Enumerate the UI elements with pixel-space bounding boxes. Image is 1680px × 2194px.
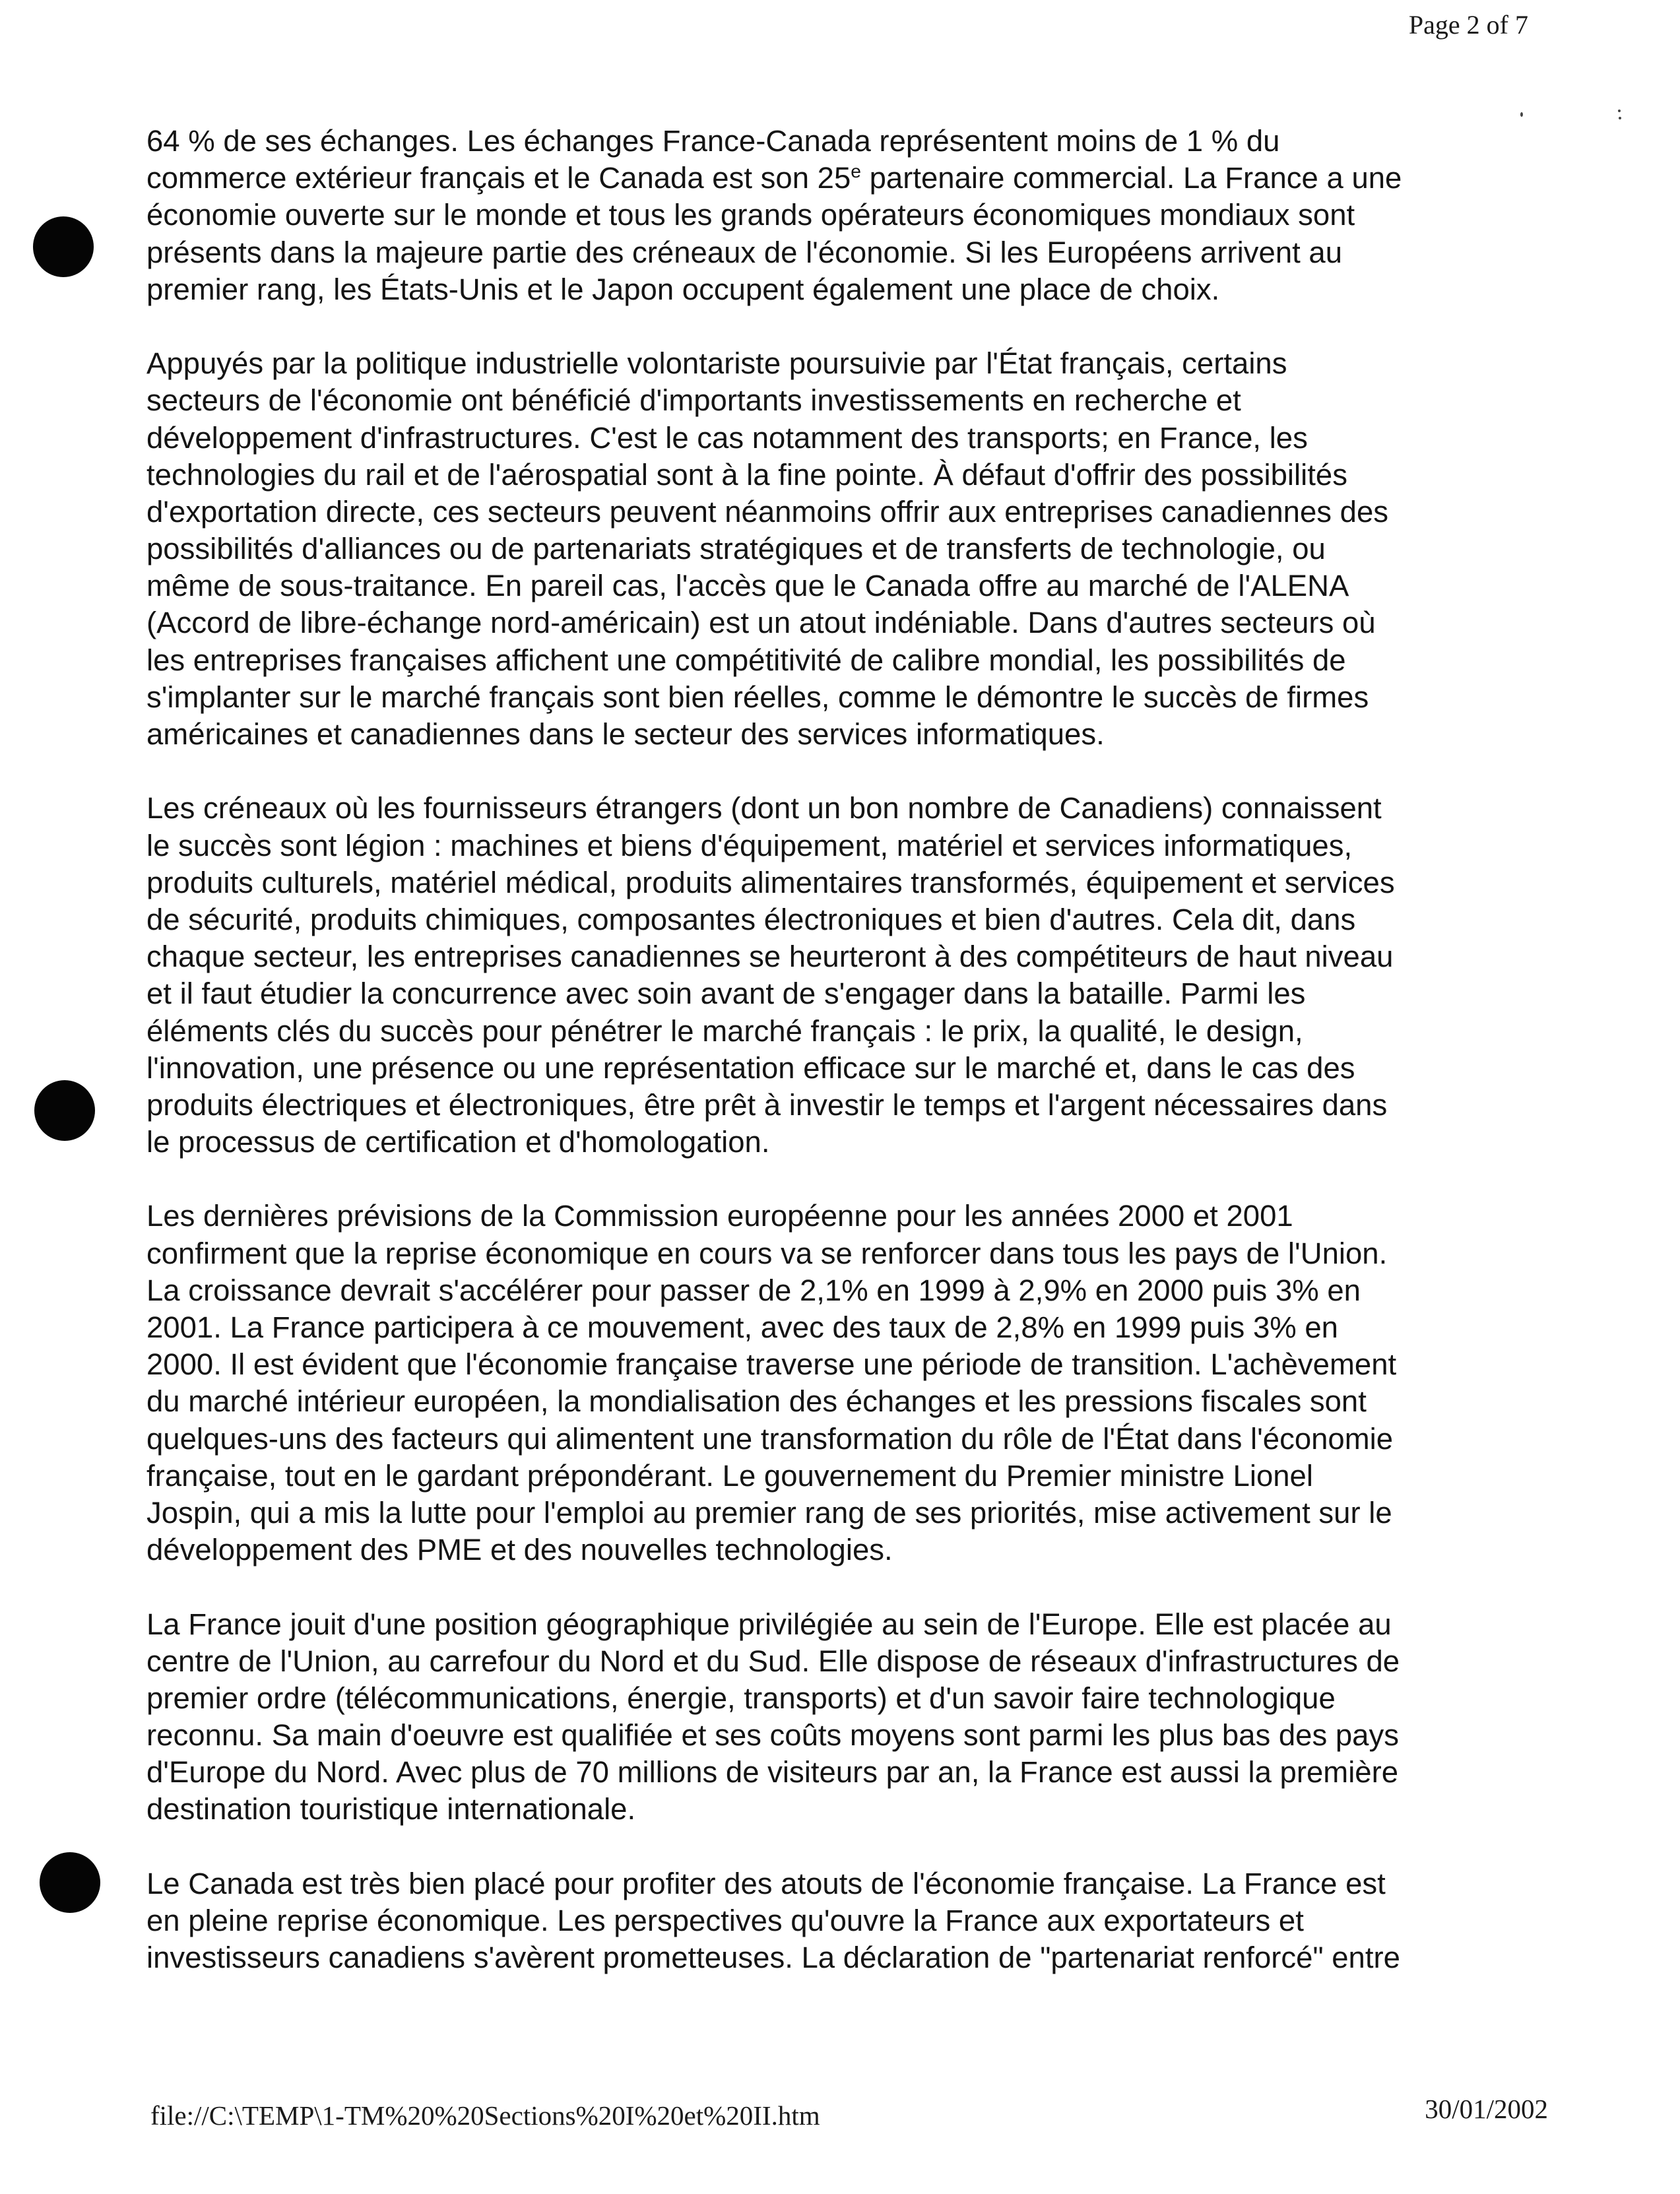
text-line: d'exportation directe, ces secteurs peuvent néanmoins offrir aux entreprises canadiennes des (146, 494, 1389, 529)
text-line: quelques-uns des facteurs qui alimentent une transformation du rôle de l'État dans l'économie (146, 1421, 1394, 1456)
paragraph (146, 123, 1545, 308)
text-line: Jospin, qui a mis la lutte pour l'emploi au premier rang de ses priorités, mise activement sur le (146, 1495, 1392, 1530)
text-line: d'Europe du Nord. Avec plus de 70 millions de visiteurs par an, la France est aussi la première (146, 1755, 1399, 1790)
text-line: La croissance devrait s'accélérer pour passer de 2,1% en 1999 à 2,9% en 2000 puis 3% en (146, 1273, 1361, 1307)
text-line: secteurs de l'économie ont bénéficié d'importants investissements en recherche et (146, 383, 1241, 418)
paragraph (146, 1606, 1545, 1828)
text-line: et il faut étudier la concurrence avec soin avant de s'engager dans la bataille. Parmi les (146, 977, 1306, 1011)
text-line: du marché intérieur européen, la mondialisation des échanges et les pressions fiscales sont (146, 1384, 1367, 1419)
text-line: 64 % de ses échanges. Les échanges France-Canada représentent moins de 1 % du (146, 124, 1280, 158)
punch-hole-middle (34, 1080, 95, 1141)
punch-hole-bottom (40, 1852, 100, 1913)
text-line: La France jouit d'une position géographique privilégiée au sein de l'Europe. Elle est placée au (146, 1607, 1392, 1641)
footer-date: 30/01/2002 (1425, 2094, 1548, 2124)
text-line: le processus de certification et d'homologation. (146, 1125, 770, 1159)
text-line: présents dans la majeure partie des créneaux de l'économie. Si les Européens arrivent au (146, 235, 1343, 269)
text-line: possibilités d'alliances ou de partenariats stratégiques et de transferts de technologie, ou (146, 532, 1326, 566)
text-line: reconnu. Sa main d'oeuvre est qualifiée et ses coûts moyens sont parmi les plus bas des pays (146, 1718, 1399, 1753)
text-line (146, 160, 1545, 197)
paragraph-gap (146, 1161, 1545, 1198)
text-line: s'implanter sur le marché français sont bien réelles, comme le démontre le succès de firmes (146, 680, 1369, 714)
text-line: développement d'infrastructures. C'est le cas notamment des transports; en France, les (146, 420, 1308, 455)
scan-speck (1618, 110, 1621, 112)
text-line: premier rang, les États-Unis et le Japon occupent également une place de choix. (146, 272, 1220, 306)
text-line: 2000. Il est évident que l'économie française traverse une période de transition. L'achèvement (146, 1347, 1397, 1382)
text-line: confirment que la reprise économique en cours va se renforcer dans tous les pays de l'Union. (146, 1236, 1388, 1270)
text-line: 2001. La France participera à ce mouvement, avec des taux de 2,8% en 1999 puis 3% en (146, 1310, 1338, 1344)
text-line: destination touristique internationale. (146, 1792, 636, 1826)
paragraph (146, 790, 1545, 1161)
text-line: investisseurs canadiens s'avèrent prometteuses. La déclaration de "partenariat renforcé" entre (146, 1941, 1400, 1975)
text-line: premier ordre (télécommunications, énergie, transports) et d'un savoir faire technologique (146, 1681, 1336, 1715)
text-line: Les dernières prévisions de la Commission européenne pour les années 2000 et 2001 (146, 1199, 1293, 1233)
text-line: Appuyés par la politique industrielle volontariste poursuivie par l'État français, certains (146, 346, 1287, 381)
paragraph (146, 345, 1545, 753)
text-line: les entreprises françaises affichent une compétitivité de calibre mondial, les possibilités de (146, 643, 1346, 677)
paragraph (146, 1198, 1545, 1568)
text-line: Le Canada est très bien placé pour profiter des atouts de l'économie française. La France est (146, 1866, 1386, 1900)
paragraph-gap (146, 753, 1545, 790)
footer-file-path: file://C:\TEMP\1-TM%20%20Sections%20I%20et%20II.htm (150, 2100, 820, 2131)
document-body (146, 123, 1545, 1976)
text-line: produits électriques et électroniques, être prêt à investir le temps et l'argent nécessaires dans (146, 1087, 1388, 1122)
text-line: américaines et canadiennes dans le secteur des services informatiques. (146, 717, 1105, 751)
text-line: centre de l'Union, au carrefour du Nord et du Sud. Elle dispose de réseaux d'infrastructures de (146, 1644, 1400, 1678)
paragraph-gap (146, 1828, 1545, 1865)
punch-hole-top (33, 216, 94, 277)
text-line: chaque secteur, les entreprises canadiennes se heurteront à des compétiteurs de haut niveau (146, 940, 1394, 974)
text-line: produits culturels, matériel médical, produits alimentaires transformés, équipement et services (146, 865, 1395, 899)
text-line: en pleine reprise économique. Les perspectives qu'ouvre la France aux exportateurs et (146, 1904, 1304, 1937)
superscript: e (851, 160, 861, 182)
text-line: le succès sont légion : machines et biens d'équipement, matériel et services informatiques, (146, 828, 1353, 862)
text-line: (Accord de libre-échange nord-américain) est un atout indéniable. Dans d'autres secteurs où (146, 606, 1376, 640)
scan-speck (1520, 112, 1523, 117)
text-line: Les créneaux où les fournisseurs étrangers (dont un bon nombre de Canadiens) connaissent (146, 791, 1382, 825)
text-line: de sécurité, produits chimiques, composantes électroniques et bien d'autres. Cela dit, dans (146, 902, 1356, 936)
text-line: même de sous-traitance. En pareil cas, l'accès que le Canada offre au marché de l'ALENA (146, 569, 1349, 603)
text-line: technologies du rail et de l'aérospatial sont à la fine pointe. À défaut d'offrir des possibilités (146, 457, 1347, 492)
text-line: éléments clés du succès pour pénétrer le marché français : le prix, la qualité, le design, (146, 1014, 1303, 1048)
text-run: commerce extérieur français et le Canada est son 25 (146, 161, 851, 195)
page-number: Page 2 of 7 (1408, 10, 1528, 40)
text-run: partenaire commercial. La France a une (860, 161, 1402, 195)
text-line: française, tout en le gardant prépondérant. Le gouvernement du Premier ministre Lionel (146, 1458, 1313, 1493)
paragraph-gap (146, 308, 1545, 345)
text-line: l'innovation, une présence ou une représentation efficace sur le marché et, dans le cas des (146, 1050, 1355, 1085)
paragraph-gap (146, 1568, 1545, 1605)
text-line: développement des PME et des nouvelles technologies. (146, 1533, 893, 1567)
scan-speck (1619, 117, 1621, 119)
text-line: économie ouverte sur le monde et tous les grands opérateurs économiques mondiaux sont (146, 198, 1355, 232)
paragraph (146, 1865, 1545, 1977)
